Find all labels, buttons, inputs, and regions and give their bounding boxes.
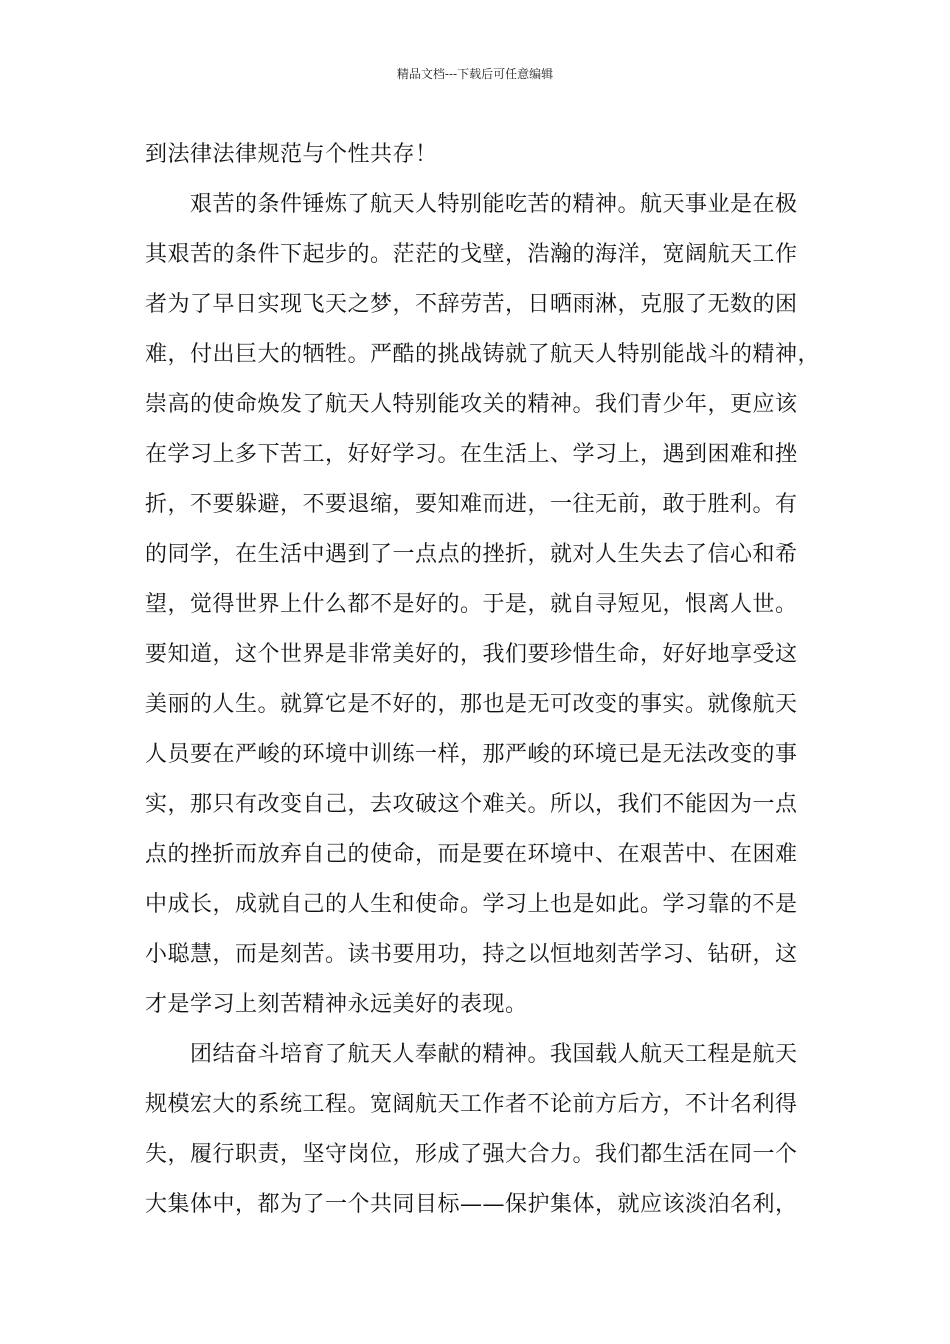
text-line: 小聪慧，而是刻苦。读书要用功，持之以恒地刻苦学习、钻研，这: [145, 942, 798, 967]
text-line: 点的挫折而放弃自己的使命，而是要在环境中、在艰苦中、在困难: [145, 842, 798, 867]
text-line: 者为了早日实现飞天之梦，不辞劳苦，日晒雨淋，克服了无数的困: [145, 292, 798, 317]
paragraph-start-line: 艰苦的条件锤炼了航天人特别能吃苦的精神。航天事业是在极: [190, 192, 798, 217]
page-header: 精品文档---下载后可任意编辑: [396, 67, 554, 81]
text-line: 望，觉得世界上什么都不是好的。于是，就自寻短见，恨离人世。: [145, 592, 798, 617]
text-line: 中成长，成就自己的人生和使命。学习上也是如此。学习靠的不是: [145, 892, 798, 917]
text-line: 规模宏大的系统工程。宽阔航天工作者不论前方后方，不计名利得: [145, 1092, 798, 1117]
text-line: 失，履行职责，坚守岗位，形成了强大合力。我们都生活在同一个: [145, 1142, 798, 1167]
text-line: 崇高的使命焕发了航天人特别能攻关的精神。我们青少年，更应该: [145, 392, 798, 417]
text-line: 难，付出巨大的牺牲。严酷的挑战铸就了航天人特别能战斗的精神，: [145, 342, 821, 367]
text-line: 大集体中，都为了一个共同目标——保护集体，就应该淡泊名利，: [145, 1192, 798, 1217]
paragraph-start-line: 团结奋斗培育了航天人奉献的精神。我国载人航天工程是航天: [190, 1042, 798, 1067]
text-line: 其艰苦的条件下起步的。茫茫的戈壁，浩瀚的海洋，宽阔航天工作: [145, 242, 798, 267]
text-line: 到法律法律规范与个性共存！: [145, 142, 438, 167]
text-line: 实，那只有改变自己，去攻破这个难关。所以，我们不能因为一点: [145, 792, 798, 817]
text-line: 才是学习上刻苦精神永远美好的表现。: [145, 992, 528, 1017]
text-line: 人员要在严峻的环境中训练一样，那严峻的环境已是无法改变的事: [145, 742, 798, 767]
text-line: 折，不要躲避，不要退缩，要知难而进，一往无前，敢于胜利。有: [145, 492, 798, 517]
body-text: [145, 130, 821, 1230]
text-line: 要知道，这个世界是非常美好的，我们要珍惜生命，好好地享受这: [145, 642, 798, 667]
text-line: 美丽的人生。就算它是不好的，那也是无可改变的事实。就像航天: [145, 692, 798, 717]
text-line: 在学习上多下苦工，好好学习。在生活上、学习上，遇到困难和挫: [145, 442, 798, 467]
text-line: 的同学，在生活中遇到了一点点的挫折，就对人生失去了信心和希: [145, 542, 798, 567]
